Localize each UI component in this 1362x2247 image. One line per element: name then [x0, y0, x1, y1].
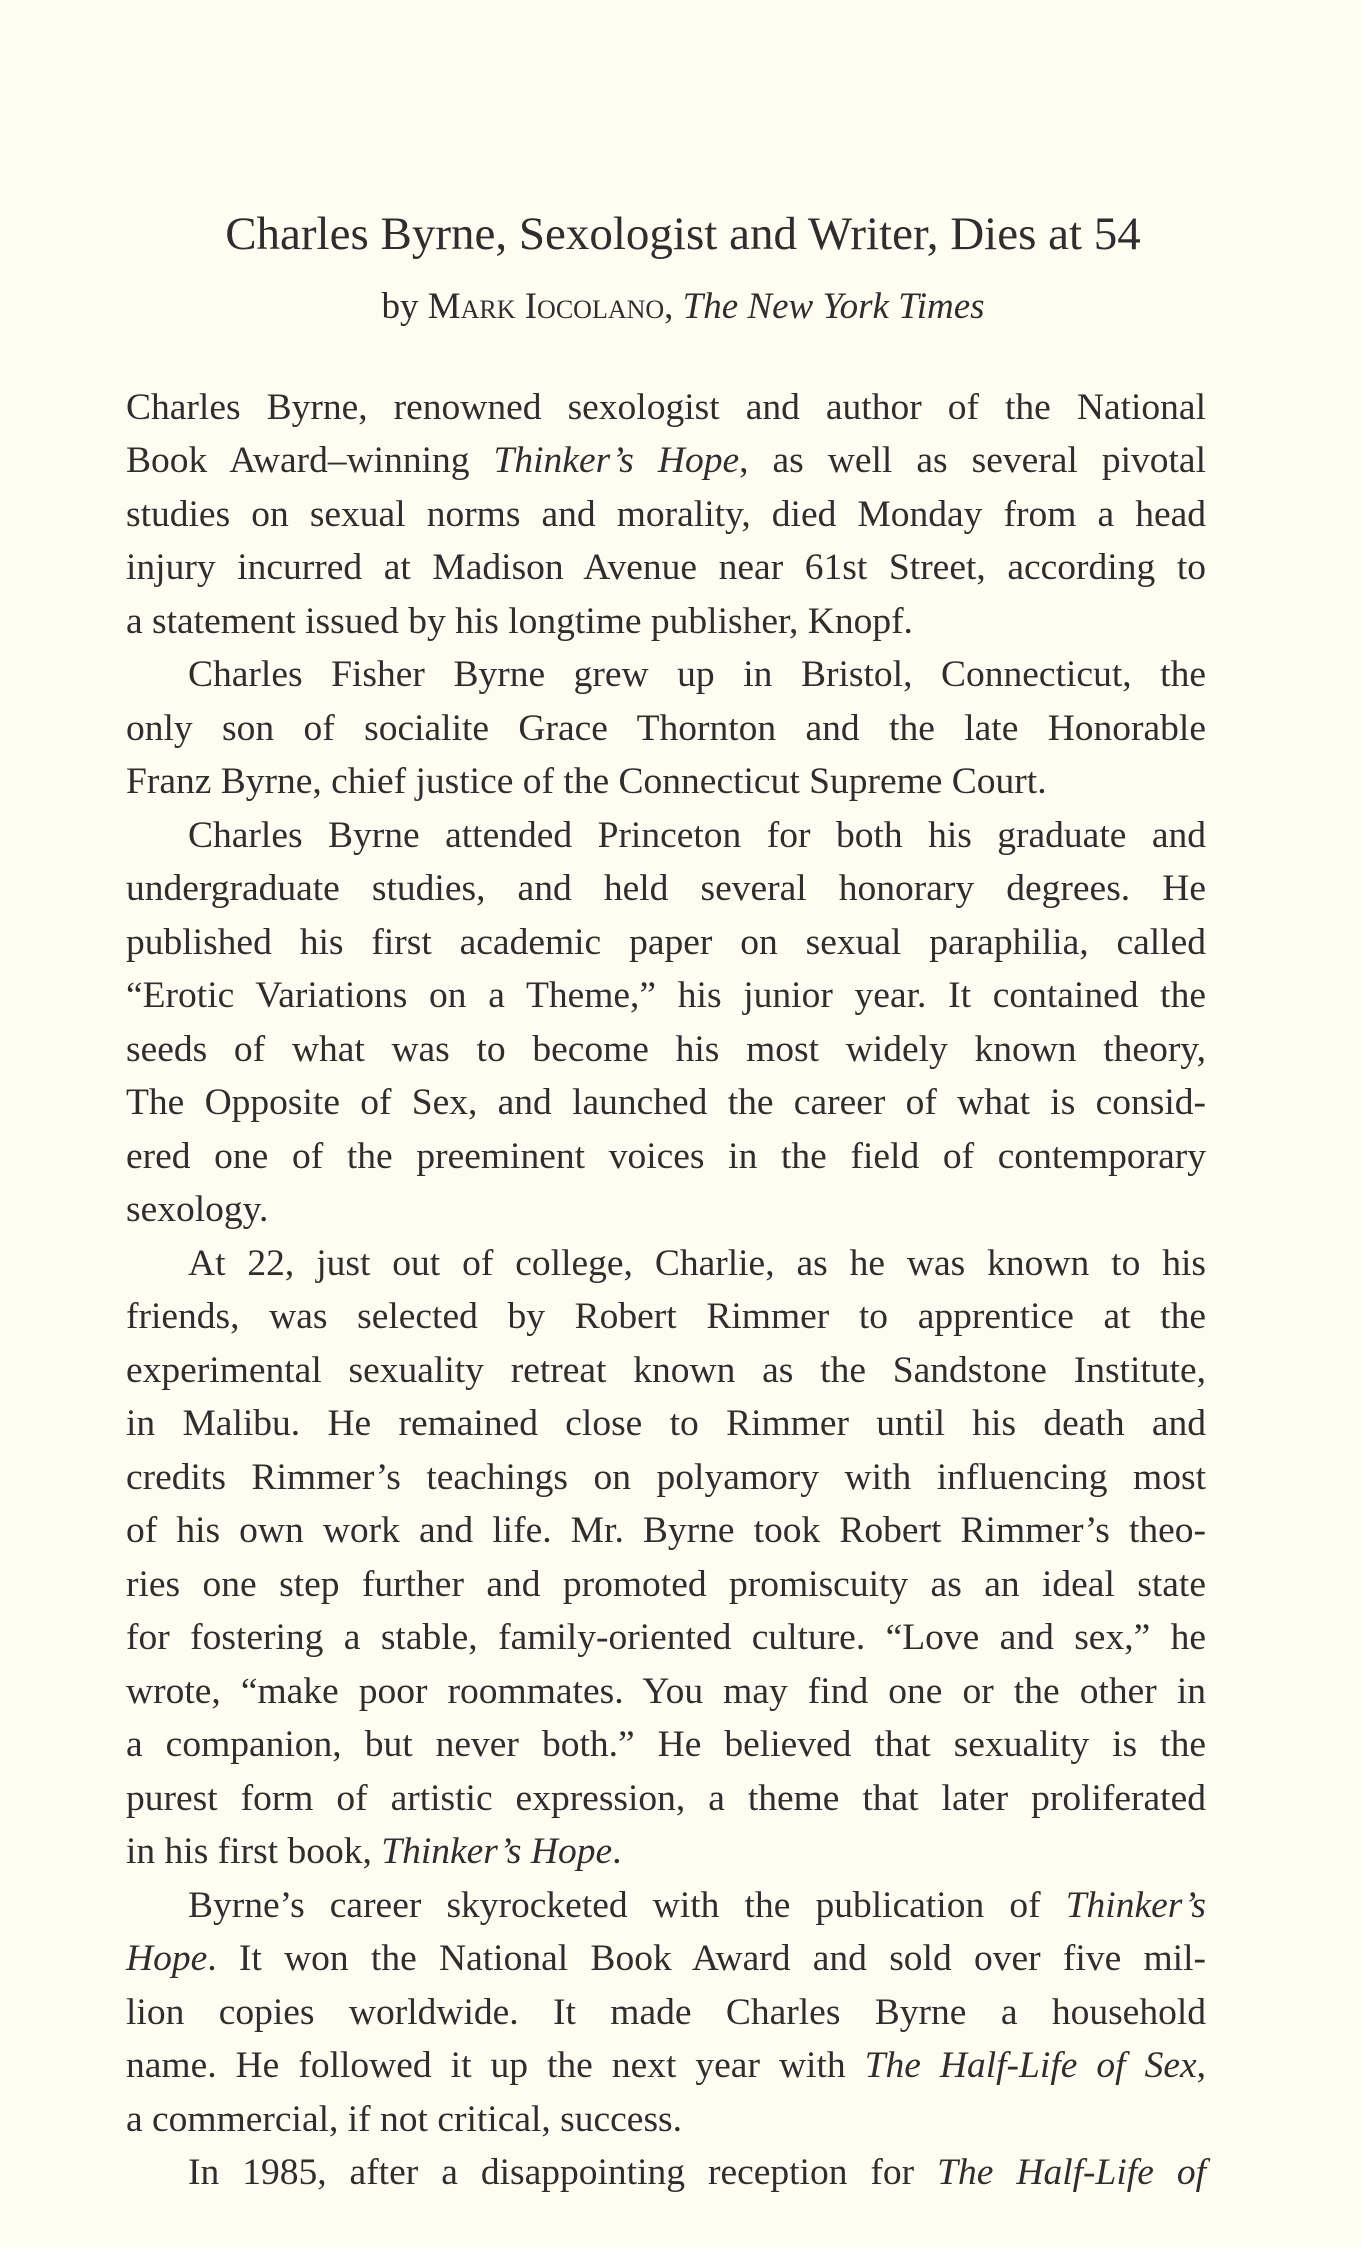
text-line	[126, 1290, 1206, 1344]
text-line	[126, 1130, 1206, 1184]
text-line	[126, 648, 1206, 702]
text-run: a statement issued by his longtime publisher, Knopf.	[126, 600, 913, 642]
text-run: seeds of what was to become his most widely known theory,	[126, 1028, 1206, 1070]
text-line	[126, 1023, 1206, 1077]
text-run: “Erotic Variations on a Theme,” his junior year. It contained the	[126, 975, 1206, 1017]
text-line	[126, 1932, 1206, 1986]
text-run: published his first academic paper on sexual paraphilia, called	[126, 921, 1206, 963]
paragraph	[126, 2146, 1206, 2200]
text-line	[126, 862, 1206, 916]
text-line	[126, 2093, 1206, 2147]
text-line	[126, 595, 1206, 649]
text-run: .	[612, 1831, 622, 1873]
italic-title-text: The Half-Life of	[937, 2152, 1206, 2194]
text-line	[126, 1772, 1206, 1826]
text-run: undergraduate studies, and held several honorary degrees. He	[126, 868, 1206, 910]
text-line	[126, 381, 1206, 435]
text-line	[126, 1665, 1206, 1719]
text-line	[126, 1451, 1206, 1505]
byline-prefix: by	[381, 286, 428, 327]
text-run: name. He followed it up the next year with	[126, 2045, 865, 2087]
text-line	[126, 1076, 1206, 1130]
text-run: purest form of artistic expression, a theme that later proliferated	[126, 1777, 1206, 1819]
text-run: wrote, “make poor roommates. You may find one or the other in	[126, 1670, 1206, 1712]
text-run: ,	[1196, 2045, 1206, 2087]
text-run: Charles Byrne, renowned sexologist and author of the National	[126, 386, 1206, 428]
byline-publication: The New York Times	[682, 286, 985, 327]
italic-title-text: Thinker’s	[1065, 1884, 1206, 1926]
text-run: for fostering a stable, family-oriented culture. “Love and sex,” he	[126, 1617, 1206, 1659]
paragraph	[126, 1237, 1206, 1879]
text-line	[126, 2146, 1206, 2200]
italic-title-text: Thinker’s Hope	[493, 440, 740, 482]
text-run: The Opposite of Sex, and launched the career of what is consid-	[126, 1082, 1206, 1124]
text-run: studies on sexual norms and morality, died Monday from a head	[126, 493, 1206, 535]
italic-title-text: The Half-Life of Sex	[864, 2045, 1197, 2087]
text-line	[126, 541, 1206, 595]
text-line	[126, 1611, 1206, 1665]
text-run: Charles Byrne attended Princeton for both his graduate and	[188, 814, 1206, 856]
text-run: . It won the National Book Award and sold over five mil-	[207, 1938, 1206, 1980]
text-run: In 1985, after a disappointing reception for	[188, 2152, 938, 2194]
text-line	[126, 2039, 1206, 2093]
text-run: , as well as several pivotal	[739, 440, 1206, 482]
text-line	[126, 1504, 1206, 1558]
italic-title-text: Hope	[126, 1938, 208, 1980]
text-run: a commercial, if not critical, success.	[126, 2098, 683, 2140]
text-line	[126, 1825, 1206, 1879]
text-run: Byrne’s career skyrocketed with the publication of	[188, 1884, 1066, 1926]
byline	[0, 282, 1362, 332]
text-run: in Malibu. He remained close to Rimmer until his death and	[126, 1403, 1206, 1445]
text-run: Book Award–winning	[126, 440, 494, 482]
text-line	[126, 1879, 1206, 1933]
text-line	[126, 1397, 1206, 1451]
byline-author: Mark Iocolano	[427, 286, 665, 327]
article-body	[126, 381, 1206, 2200]
paragraph	[126, 648, 1206, 809]
text-line	[126, 488, 1206, 542]
text-line	[126, 1558, 1206, 1612]
text-line	[126, 1183, 1206, 1237]
text-line	[126, 434, 1206, 488]
text-run: Franz Byrne, chief justice of the Connecticut Supreme Court.	[126, 761, 1047, 803]
text-run: in his first book,	[126, 1831, 382, 1873]
text-run: Charles Fisher Byrne grew up in Bristol, Connecticut, the	[188, 654, 1206, 696]
text-run: credits Rimmer’s teachings on polyamory with influencing most	[126, 1456, 1206, 1498]
text-run: of his own work and life. Mr. Byrne took Robert Rimmer’s theo-	[126, 1510, 1206, 1552]
italic-title-text: Thinker’s Hope	[381, 1831, 613, 1873]
paragraph	[126, 809, 1206, 1237]
text-line	[126, 809, 1206, 863]
text-run: experimental sexuality retreat known as the Sandstone Institute,	[126, 1349, 1206, 1391]
text-run: only son of socialite Grace Thornton and the late Honorable	[126, 707, 1206, 749]
text-line	[126, 1237, 1206, 1291]
text-run: sexology.	[126, 1189, 269, 1231]
text-line	[126, 1344, 1206, 1398]
text-run: friends, was selected by Robert Rimmer to apprentice at the	[126, 1296, 1206, 1338]
text-line	[126, 916, 1206, 970]
text-run: injury incurred at Madison Avenue near 61st Street, according to	[126, 547, 1206, 589]
byline-separator: ,	[664, 286, 683, 327]
article-title: Charles Byrne, Sexologist and Writer, Dies at 54	[225, 208, 1141, 260]
text-line	[126, 1718, 1206, 1772]
text-run: a companion, but never both.” He believed that sexuality is the	[126, 1724, 1206, 1766]
text-run: ries one step further and promoted promiscuity as an ideal state	[126, 1563, 1206, 1605]
text-line	[126, 1986, 1206, 2040]
paragraph	[126, 381, 1206, 649]
text-line	[126, 702, 1206, 756]
text-line	[126, 969, 1206, 1023]
text-run: lion copies worldwide. It made Charles Byrne a household	[126, 1991, 1206, 2033]
text-line	[126, 755, 1206, 809]
paragraph	[126, 1879, 1206, 2147]
text-run: ered one of the preeminent voices in the field of contemporary	[126, 1135, 1206, 1177]
text-run: At 22, just out of college, Charlie, as he was known to his	[188, 1242, 1206, 1284]
